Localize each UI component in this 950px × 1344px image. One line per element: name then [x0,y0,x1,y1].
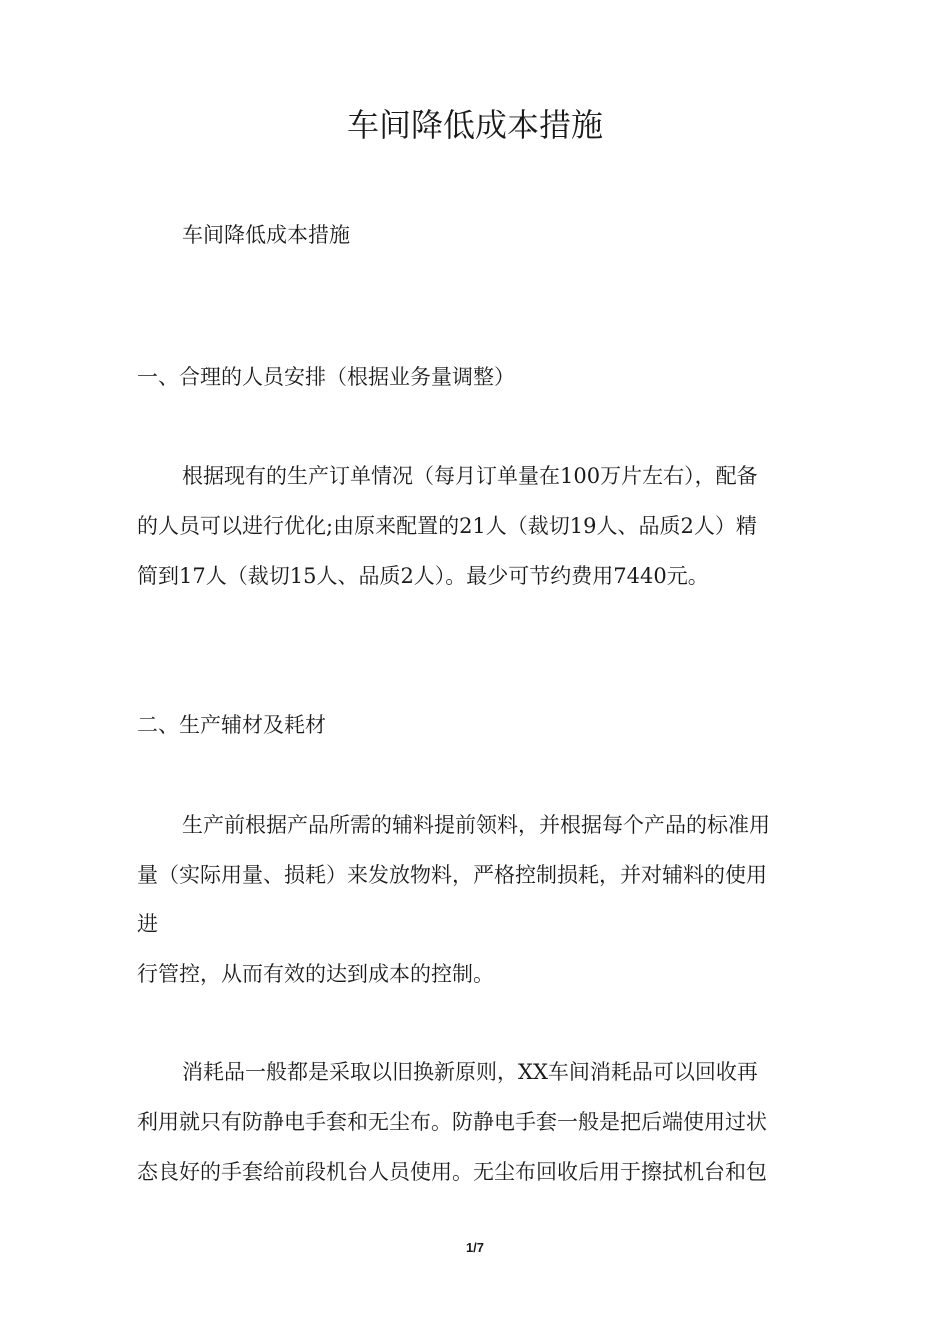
section-heading-1: 一、合理的人员安排（根据业务量调整） [137,365,515,389]
paragraph-line: 生产前根据产品所需的辅料提前领料，并根据每个产品的标准用 [182,813,770,837]
document-subtitle: 车间降低成本措施 [182,223,350,247]
paragraph-line: 消耗品一般都是采取以旧换新原则，XX车间消耗品可以回收再 [182,1060,758,1084]
page-number: 1/7 [465,1240,485,1255]
paragraph-line: 进 [137,912,158,936]
paragraph-line: 根据现有的生产订单情况（每月订单量在100万片左右），配备 [182,464,758,488]
paragraph-line: 利用就只有防静电手套和无尘布。防静电手套一般是把后端使用过状 [137,1110,767,1134]
paragraph-line: 态良好的手套给前段机台人员使用。无尘布回收后用于擦拭机台和包 [137,1160,767,1184]
paragraph-line: 简到17人（裁切15人、品质2人）。最少可节约费用7440元。 [137,564,709,588]
section-heading-2: 二、生产辅材及耗材 [137,713,326,737]
document-title: 车间降低成本措施 [346,106,603,144]
paragraph-line: 量（实际用量、损耗）来发放物料，严格控制损耗，并对辅料的使用 [137,863,767,887]
paragraph-line: 的人员可以进行优化;由原来配置的21人（裁切19人、品质2人）精 [137,514,757,538]
paragraph-line: 行管控，从而有效的达到成本的控制。 [137,962,494,986]
